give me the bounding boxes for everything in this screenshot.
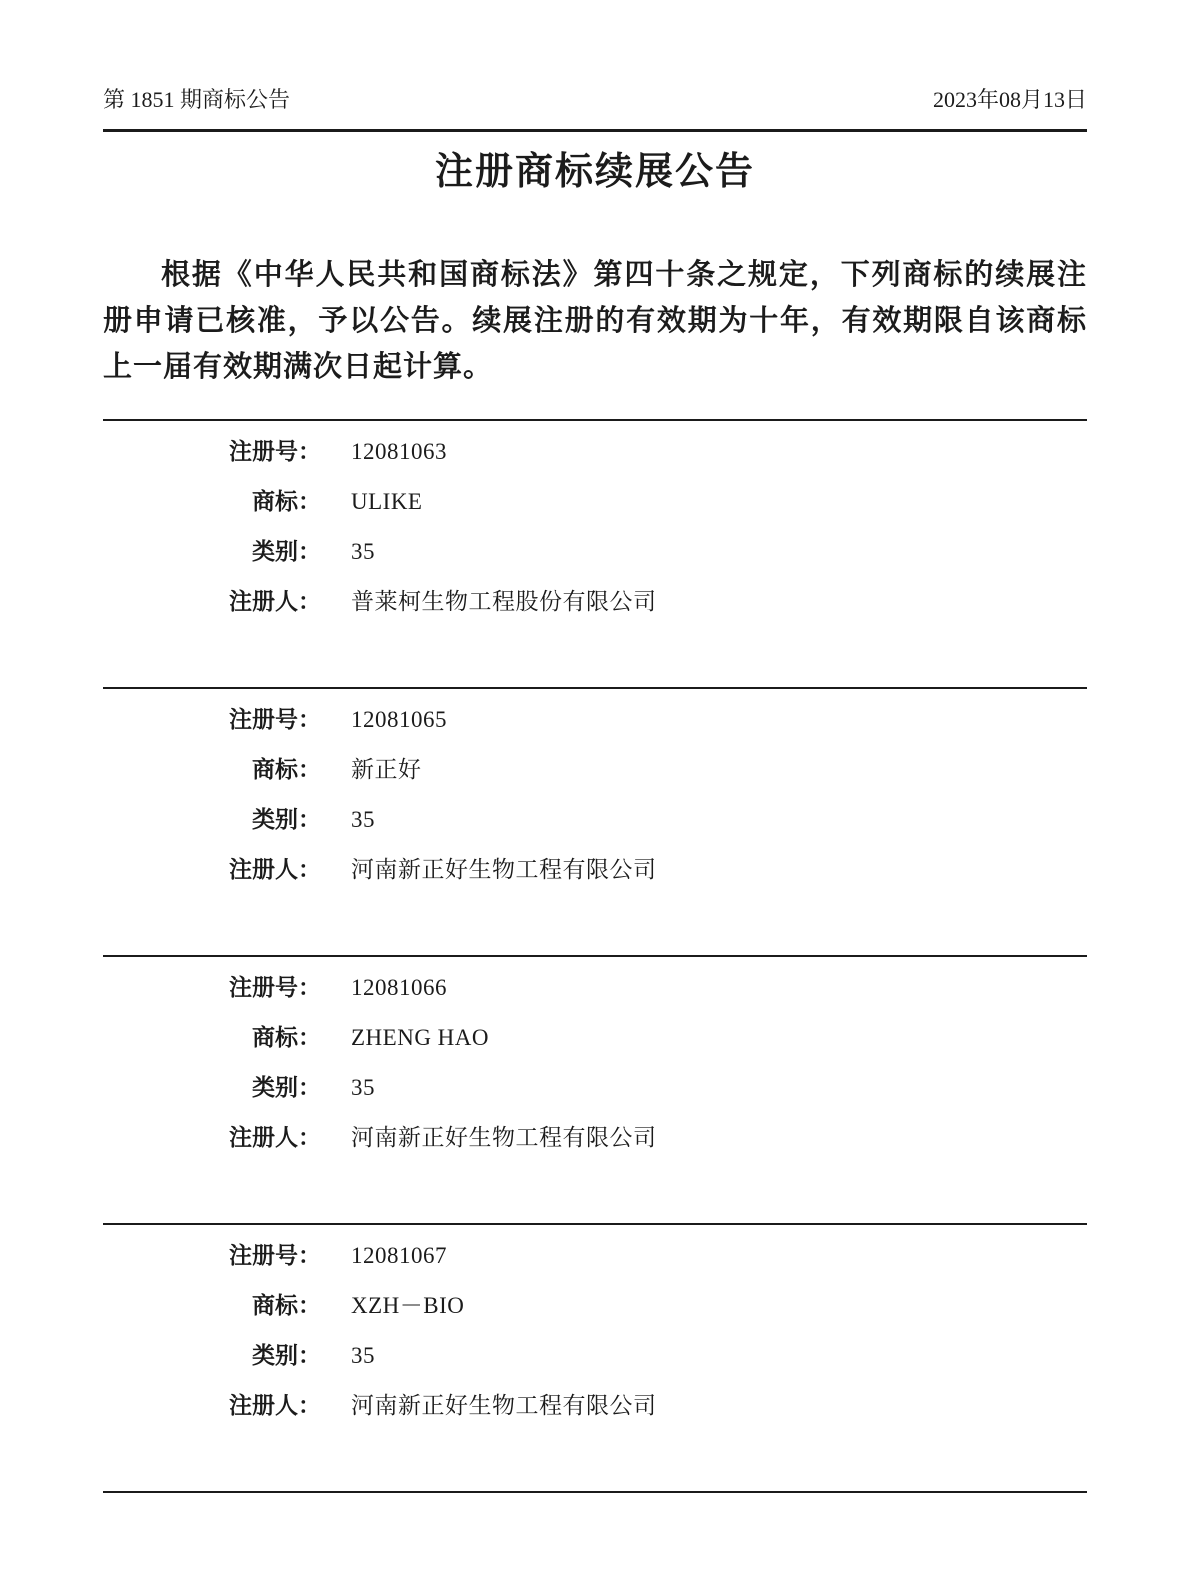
trademark-value: 新正好 (351, 757, 422, 782)
reg-no-label: 注册号： (229, 439, 321, 464)
category-label: 类别： (252, 1343, 321, 1368)
trademark-label: 商标： (252, 1025, 321, 1050)
header-divider-rule (103, 129, 1087, 132)
closing-divider-rule (103, 1491, 1087, 1493)
category-label: 类别： (252, 807, 321, 832)
reg-no-value: 12081066 (351, 975, 447, 1000)
registrant-value: 河南新正好生物工程有限公司 (351, 1125, 657, 1150)
registrant-value: 河南新正好生物工程有限公司 (351, 1393, 657, 1418)
trademark-entries (103, 419, 1087, 1493)
registrant-value: 河南新正好生物工程有限公司 (351, 857, 657, 882)
trademark-entry (103, 687, 1087, 955)
trademark-row (103, 477, 1087, 527)
reg-no-row (103, 695, 1087, 745)
category-value: 35 (351, 807, 375, 832)
registrant-label: 注册人： (229, 857, 321, 882)
registrant-label: 注册人： (229, 1125, 321, 1150)
category-value: 35 (351, 1343, 375, 1368)
category-value: 35 (351, 539, 375, 564)
trademark-value: ULIKE (351, 489, 423, 514)
category-row (103, 1063, 1087, 1113)
trademark-label: 商标： (252, 757, 321, 782)
reg-no-value: 12081065 (351, 707, 447, 732)
reg-no-row (103, 1231, 1087, 1281)
trademark-entry (103, 419, 1087, 687)
trademark-label: 商标： (252, 1293, 321, 1318)
page-title: 注册商标续展公告 (434, 151, 755, 193)
reg-no-label: 注册号： (229, 1243, 321, 1268)
category-row (103, 527, 1087, 577)
trademark-value: XZH－BIO (351, 1293, 465, 1318)
registrant-label: 注册人： (229, 1393, 321, 1418)
category-label: 类别： (252, 1075, 321, 1100)
page-header (103, 0, 1087, 112)
trademark-row (103, 745, 1087, 795)
registrant-row (103, 1113, 1087, 1163)
registrant-value: 普莱柯生物工程股份有限公司 (351, 589, 657, 614)
reg-no-value: 12081067 (351, 1243, 447, 1268)
category-row (103, 795, 1087, 845)
reg-no-label: 注册号： (229, 975, 321, 1000)
trademark-row (103, 1013, 1087, 1063)
reg-no-row (103, 963, 1087, 1013)
registrant-row (103, 845, 1087, 895)
gazette-issue-label: 第 1851 期商标公告 (103, 87, 291, 112)
registrant-row (103, 1381, 1087, 1431)
category-value: 35 (351, 1075, 375, 1100)
registrant-row (103, 577, 1087, 627)
trademark-value: ZHENG HAO (351, 1025, 490, 1050)
reg-no-label: 注册号： (229, 707, 321, 732)
category-label: 类别： (252, 539, 321, 564)
reg-no-value: 12081063 (351, 439, 447, 464)
trademark-row (103, 1281, 1087, 1331)
reg-no-row (103, 427, 1087, 477)
intro-paragraph: 根据《中华人民共和国商标法》第四十条之规定，下列商标的续展注册申请已核准，予以公告。续展注册的有效期为十年，有效期限自该商标上一届有效期满次日起计算。 (103, 259, 1087, 383)
trademark-entry (103, 1223, 1087, 1491)
trademark-entry (103, 955, 1087, 1223)
trademark-label: 商标： (252, 489, 321, 514)
gazette-date-label: 2023年08月13日 (932, 87, 1087, 112)
category-row (103, 1331, 1087, 1381)
registrant-label: 注册人： (229, 589, 321, 614)
